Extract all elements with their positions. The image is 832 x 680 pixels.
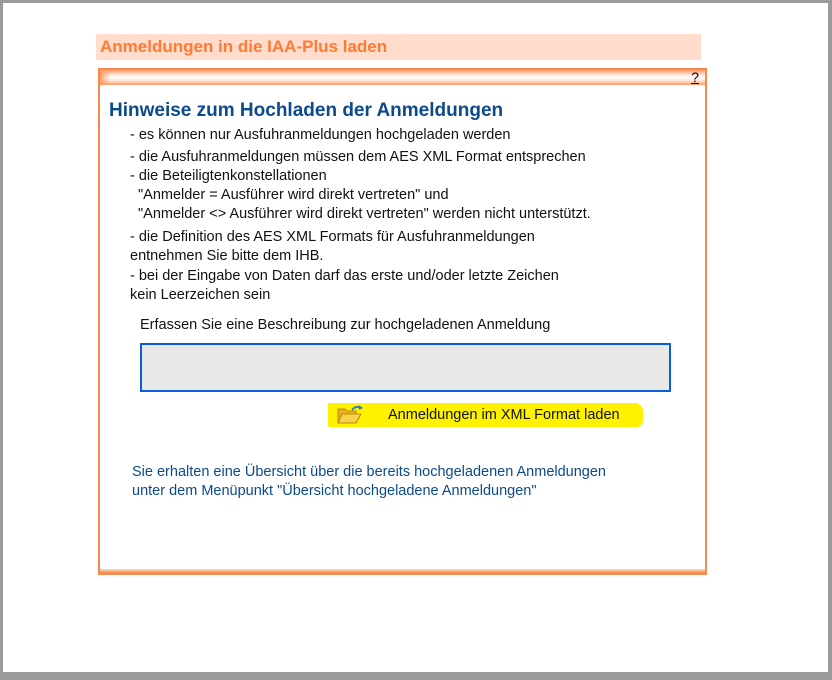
- panel-header: [100, 70, 705, 85]
- hint-line: kein Leerzeichen sein: [130, 287, 271, 303]
- description-input[interactable]: [140, 343, 671, 392]
- hint-line: "Anmelder = Ausführer wird direkt vertreten" und: [138, 187, 449, 203]
- hint-line: - die Definition des AES XML Formats für Ausfuhranmeldungen: [130, 229, 535, 245]
- hint-line: - es können nur Ausfuhranmeldungen hochgeladen werden: [130, 127, 511, 143]
- panel-footer: [100, 569, 705, 573]
- hint-line: entnehmen Sie bitte dem IHB.: [130, 248, 324, 264]
- hint-line: - die Beteiligtenkonstellationen: [130, 168, 327, 184]
- upload-xml-button[interactable]: [328, 403, 643, 427]
- hint-line: - bei der Eingabe von Daten darf das erste und/oder letzte Zeichen: [130, 268, 559, 284]
- page-title: Anmeldungen in die IAA-Plus laden: [100, 37, 388, 56]
- page-title-bar: [96, 34, 701, 60]
- section-title: Hinweise zum Hochladen der Anmeldungen: [109, 100, 504, 121]
- info-line: unter dem Menüpunkt "Übersicht hochgeladene Anmeldungen": [132, 483, 537, 499]
- upload-xml-label: Anmeldungen im XML Format laden: [388, 407, 620, 423]
- page: [3, 3, 828, 672]
- help-link[interactable]: ?: [691, 69, 699, 85]
- description-label: Erfassen Sie eine Beschreibung zur hochgeladenen Anmeldung: [140, 317, 551, 333]
- overview-info-text: [132, 463, 606, 501]
- hint-item: [130, 267, 559, 305]
- hint-item: [130, 167, 591, 224]
- hint-item: [130, 228, 535, 266]
- info-line: Sie erhalten eine Übersicht über die bereits hochgeladenen Anmeldungen: [132, 464, 606, 480]
- hint-item: [130, 148, 586, 167]
- folder-open-icon: [336, 404, 364, 426]
- hint-line: "Anmelder <> Ausführer wird direkt vertreten" werden nicht unterstützt.: [138, 206, 591, 222]
- upload-hints-panel: [98, 68, 707, 575]
- hint-line: - die Ausfuhranmeldungen müssen dem AES XML Format entsprechen: [130, 149, 586, 165]
- hint-item: [130, 126, 511, 145]
